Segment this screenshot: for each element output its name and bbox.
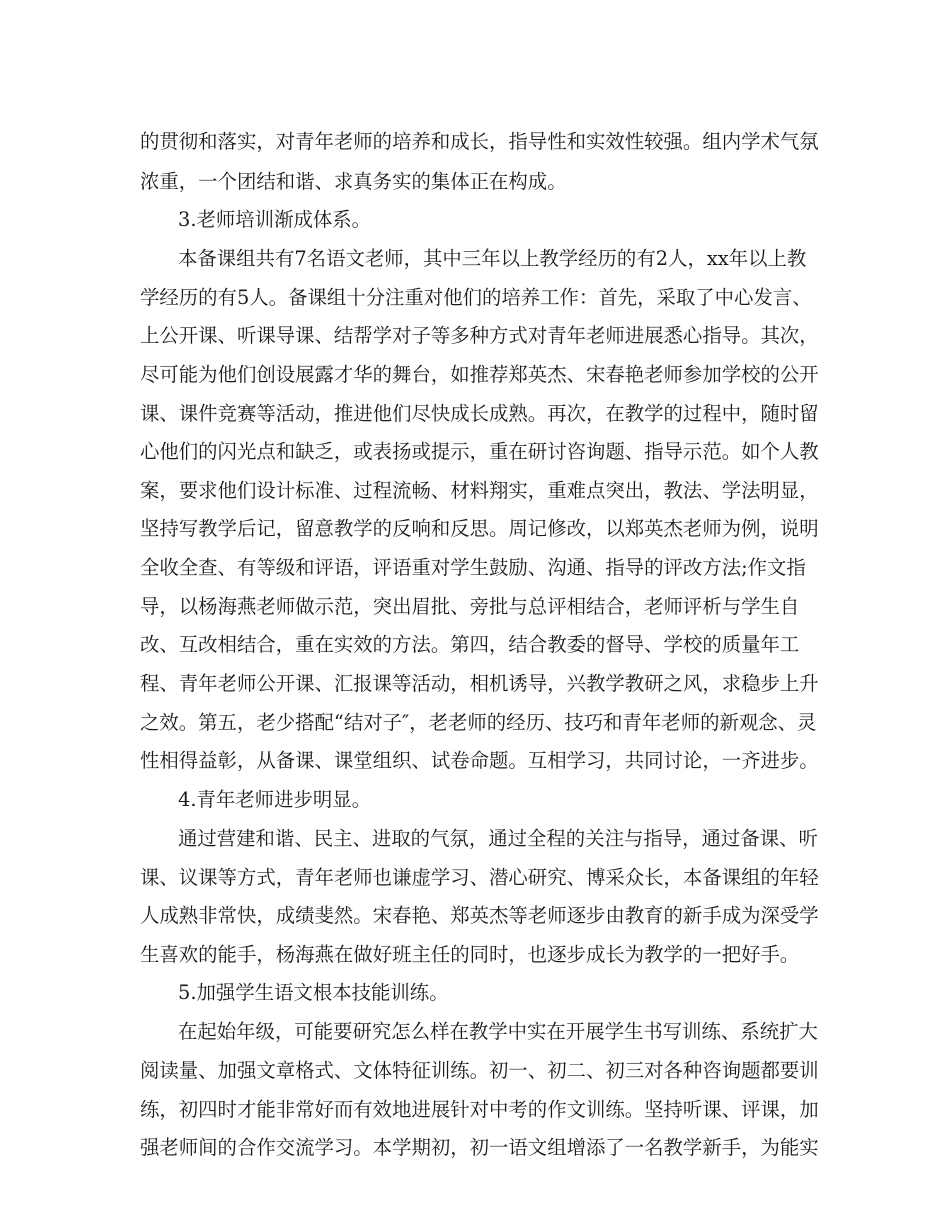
paragraph-line: 之效。第五，老少搭配“结对子″，老老师的经历、技巧和青年老师的新观念、灵 xyxy=(140,711,817,734)
paragraph-line: 本备课组共有7名语文老师，其中三年以上教学经历的有2人，xx年以上教 xyxy=(178,247,807,270)
paragraph-line: 生喜欢的能手，杨海燕在做好班主任的同时，也逐步成长为教学的一把好手。 xyxy=(140,943,800,966)
paragraph-line: 改、互改相结合，重在实效的方法。第四，结合教委的督导、学校的质量年工 xyxy=(140,633,800,656)
paragraph-line: 全收全查、有等级和评语，评语重对学生鼓励、沟通、指导的评改方法;作文指 xyxy=(140,556,806,579)
paragraph-line: 性相得益彰，从备课、课堂组织、试卷命题。互相学习，共同讨论，一齐进步。 xyxy=(140,749,819,772)
paragraph-line: 心他们的闪光点和缺乏，或表扬或提示，重在研讨咨询题、指导示范。如个人教 xyxy=(140,440,819,463)
section-heading: 3.老师培训渐成体系。 xyxy=(178,208,372,231)
paragraph-line: 强老师间的合作交流学习。本学期初，初一语文组增添了一名教学新手，为能实 xyxy=(140,1136,819,1159)
paragraph-line: 坚持写教学后记，留意教学的反响和反思。周记修改，以郑英杰老师为例，说明 xyxy=(140,517,819,540)
paragraph-line: 上公开课、听课导课、结帮学对子等多种方式对青年老师进展悉心指导。其次， xyxy=(140,324,819,347)
paragraph-line: 尽可能为他们创设展露才华的舞台，如推荐郑英杰、宋春艳老师参加学校的公开 xyxy=(140,363,819,386)
paragraph-line: 阅读量、加强文章格式、文体特征训练。初一、初二、初三对各种咨询题都要训 xyxy=(140,1059,819,1082)
paragraph-line: 课、议课等方式，青年老师也谦虚学习、潜心研究、博采众长，本备课组的年轻 xyxy=(140,866,819,889)
paragraph-line: 导，以杨海燕老师做示范，突出眉批、旁批与总评相结合，老师评析与学生自 xyxy=(140,595,800,618)
section-heading: 5.加强学生语文根本技能训练。 xyxy=(178,981,449,1004)
paragraph-line: 程、青年老师公开课、汇报课等活动，相机诱导，兴教学教研之风，求稳步上升 xyxy=(140,672,819,695)
section-heading: 4.青年老师进步明显。 xyxy=(178,788,372,811)
paragraph-line: 学经历的有5人。备课组十分注重对他们的培养工作：首先，采取了中心发言、 xyxy=(140,286,812,309)
paragraph-line: 案，要求他们设计标准、过程流畅、材料翔实，重难点突出，教法、学法明显， xyxy=(140,479,819,502)
paragraph-line: 练，初四时才能非常好而有效地进展针对中考的作文训练。坚持听课、评课，加 xyxy=(140,1098,819,1121)
paragraph-line: 在起始年级，可能要研究怎么样在教学中实在开展学生书写训练、系统扩大 xyxy=(178,1020,818,1043)
paragraph-line: 人成熟非常快，成绩斐然。宋春艳、郑英杰等老师逐步由教育的新手成为深受学 xyxy=(140,904,819,927)
paragraph-line: 课、课件竞赛等活动，推进他们尽快成长成熟。再次，在教学的过程中，随时留 xyxy=(140,402,819,425)
paragraph-line: 的贯彻和落实，对青年老师的培养和成长，指导性和实效性较强。组内学术气氛 xyxy=(140,130,819,153)
paragraph-line: 通过营建和谐、民主、进取的气氛，通过全程的关注与指导，通过备课、听 xyxy=(178,827,818,850)
paragraph-line: 浓重，一个团结和谐、求真务实的集体正在构成。 xyxy=(140,170,567,193)
